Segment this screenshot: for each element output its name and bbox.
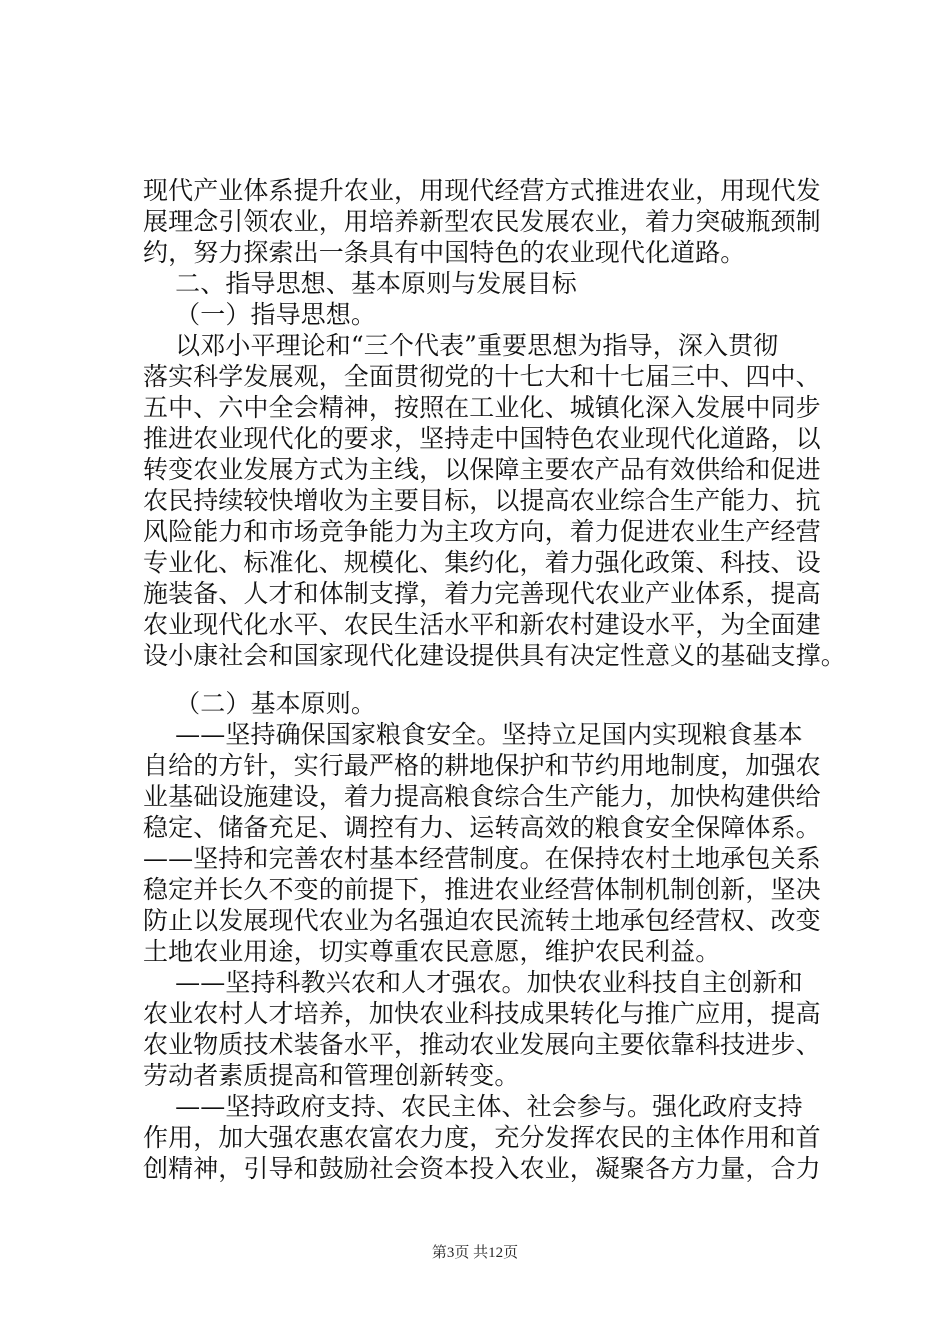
text-line: 农业物质技术装备水平，推动农业发展向主要依靠科技进步、 (143, 1030, 821, 1059)
text-line: 防止以发展现代农业为名强迫农民流转土地承包经营权、改变 (143, 906, 821, 935)
subsection-heading: （二）基本原则。 (143, 689, 376, 718)
section-heading: 二、指导思想、基本原则与发展目标 (143, 269, 577, 298)
text-line: 设小康社会和国家现代化建设提供具有决定性意义的基础支撑。 (143, 641, 846, 670)
text-line: 土地农业用途，切实尊重农民意愿，维护农民利益。 (143, 937, 721, 966)
text-line: 农业现代化水平、农民生活水平和新农村建设水平，为全面建 (143, 610, 821, 639)
text-line: 业基础设施建设，着力提高粮食综合生产能力，加快构建供给 (143, 782, 821, 811)
text-line: ——坚持科教兴农和人才强农。加快农业科技自主创新和 (143, 968, 803, 997)
subsection-heading: （一）指导思想。 (143, 300, 376, 329)
text-line: 转变农业发展方式为主线，以保障主要农产品有效供给和促进 (143, 455, 821, 484)
text-line: 以邓小平理论和“三个代表”重要思想为指导，深入贯彻 (143, 331, 779, 360)
text-line: 农民持续较快增收为主要目标，以提高农业综合生产能力、抗 (143, 486, 821, 515)
text-line: 现代产业体系提升农业，用现代经营方式推进农业，用现代发 (143, 176, 821, 205)
text-line: 施装备、人才和体制支撑，着力完善现代农业产业体系，提高 (143, 579, 821, 608)
text-line: 自给的方针，实行最严格的耕地保护和节约用地制度，加强农 (143, 751, 821, 780)
text-line: 稳定、储备充足、调控有力、运转高效的粮食安全保障体系。 (143, 813, 821, 842)
text-line: 落实科学发展观，全面贯彻党的十七大和十七届三中、四中、 (143, 362, 821, 391)
text-line: 约，努力探索出一条具有中国特色的农业现代化道路。 (143, 238, 746, 267)
text-line: ——坚持和完善农村基本经营制度。在保持农村土地承包关系 (143, 844, 821, 873)
text-line: 风险能力和市场竞争能力为主攻方向，着力促进农业生产经营 (143, 517, 821, 546)
text-line: 创精神，引导和鼓励社会资本投入农业，凝聚各方力量，合力 (143, 1154, 821, 1183)
text-line: 推进农业现代化的要求，坚持走中国特色农业现代化道路，以 (143, 424, 821, 453)
text-line: 专业化、标准化、规模化、集约化，着力强化政策、科技、设 (143, 548, 821, 577)
page-number-footer: 第3页 共12页 (431, 1245, 519, 1261)
text-line: 农业农村人才培养，加快农业科技成果转化与推广应用，提高 (143, 999, 821, 1028)
text-line: 作用，加大强农惠农富农力度，充分发挥农民的主体作用和首 (143, 1123, 821, 1152)
text-line: 展理念引领农业，用培养新型农民发展农业，着力突破瓶颈制 (143, 207, 821, 236)
text-line: ——坚持确保国家粮食安全。坚持立足国内实现粮食基本 (143, 720, 803, 749)
text-line: 五中、六中全会精神，按照在工业化、城镇化深入发展中同步 (143, 393, 821, 422)
text-line: 劳动者素质提高和管理创新转变。 (143, 1061, 520, 1090)
text-line: ——坚持政府支持、农民主体、社会参与。强化政府支持 (143, 1092, 803, 1121)
text-line: 稳定并长久不变的前提下，推进农业经营体制机制创新，坚决 (143, 875, 821, 904)
